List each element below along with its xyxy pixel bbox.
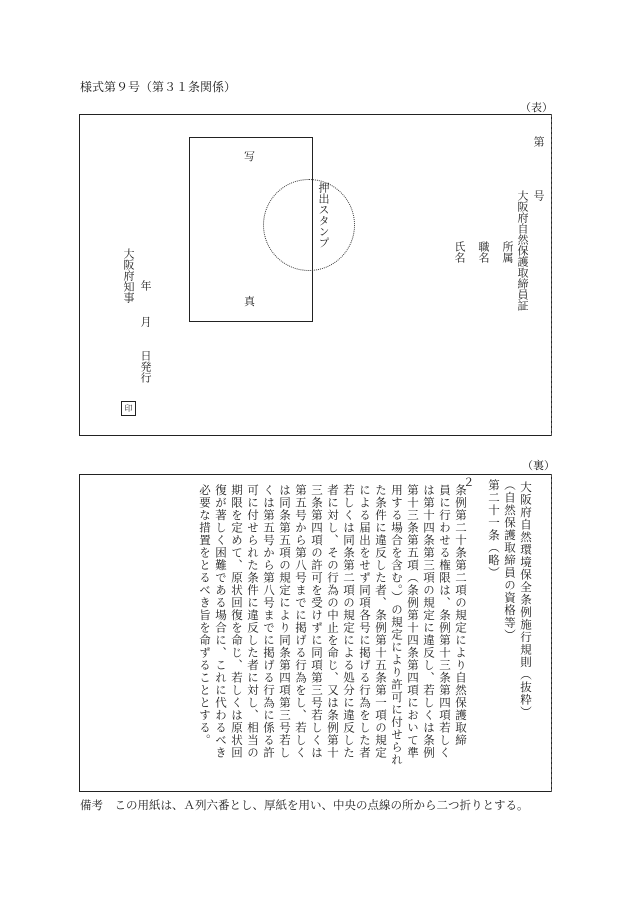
front-panel <box>79 114 552 436</box>
issuer-label: 大阪府知事 <box>122 248 135 303</box>
front-side-label: （表） <box>520 101 553 114</box>
photo-label-top: 写 <box>244 150 255 163</box>
regulation-title: 大阪府自然環境保全条例施行規則（抜粋） <box>519 481 533 719</box>
body-line-14: 可に付せられた条件に違反した者に対し、相当の <box>246 484 260 759</box>
body-line-17: 必要な措置をとるべき旨を命ずることとする。 <box>198 484 212 747</box>
seal-mark: 印 <box>121 401 136 416</box>
fold-line-back <box>551 474 552 792</box>
body-line-9: 者に対し、その行為の中止を命じ、又は条例第十 <box>326 484 340 759</box>
footer-note: 備考 この用紙は、Ａ列六番とし、厚紙を用い、中央の点線の所から二つ折りとする。 <box>80 798 529 812</box>
stamp-label: 押出スタンプ <box>317 182 330 248</box>
body-line-13: くは第五号から第八号までに掲げる行為に係る許 <box>262 484 276 759</box>
day-issue-label: 日発行 <box>139 350 152 383</box>
body-line-1: 条例第二十条第二項の規定により自然保護取締 <box>454 484 468 747</box>
body-line-2: 員に行わせる権限は、条例第十三条第四項若しく <box>438 484 452 759</box>
form-title: 様式第９号（第３１条関係） <box>80 80 237 94</box>
photo-label-bottom: 真 <box>244 295 255 308</box>
body-line-16: 復が著しく困難である場合に、これに代わるべき <box>214 484 228 759</box>
body-line-7: による届出をせず同項各号に掲げる行為をした者 <box>358 484 372 759</box>
body-line-3: は第十四条第三項の規定に違反し、若しくは条例 <box>422 484 436 759</box>
body-line-12: は同条第五項の規定により同条第四項第三号若し <box>278 484 292 759</box>
body-line-8: 若しくは同条第二項の規定による処分に違反した <box>342 484 356 759</box>
article-heading: （自然保護取締員の資格等） <box>503 479 517 642</box>
paragraph-number: ２ <box>463 475 476 489</box>
position-label: 職名 <box>477 241 490 263</box>
body-line-15: 期限を定めて、原状回復を命じ、若しくは原状回 <box>230 484 244 759</box>
card-title: 大阪府自然保護取締員証 <box>516 190 529 311</box>
body-line-5: 用する場合を含む。）の規定により許可に付せられ <box>390 484 404 766</box>
body-line-10: 三条第四項の許可を受けずに同項第三号若しくは <box>310 484 324 759</box>
body-line-4: 第十三条第五項（条例第十四条第四項において準 <box>406 484 420 759</box>
name-label: 氏名 <box>453 241 466 263</box>
month-label: 月 <box>139 316 152 327</box>
number-prefix: 第 <box>532 136 545 147</box>
affiliation-label: 所属 <box>501 241 514 263</box>
year-label: 年 <box>139 280 152 291</box>
number-suffix: 号 <box>532 190 545 201</box>
body-line-6: た条件に違反した者、条例第十五条第一項の規定 <box>374 484 388 759</box>
back-side-label: （裏） <box>522 459 555 472</box>
stamp-circle <box>263 179 355 271</box>
body-line-11: 第五号から第八号までに掲げる行為をし、若しく <box>294 484 308 759</box>
fold-line-front <box>551 114 552 436</box>
article-text: 第二十一条（略） <box>487 479 501 579</box>
